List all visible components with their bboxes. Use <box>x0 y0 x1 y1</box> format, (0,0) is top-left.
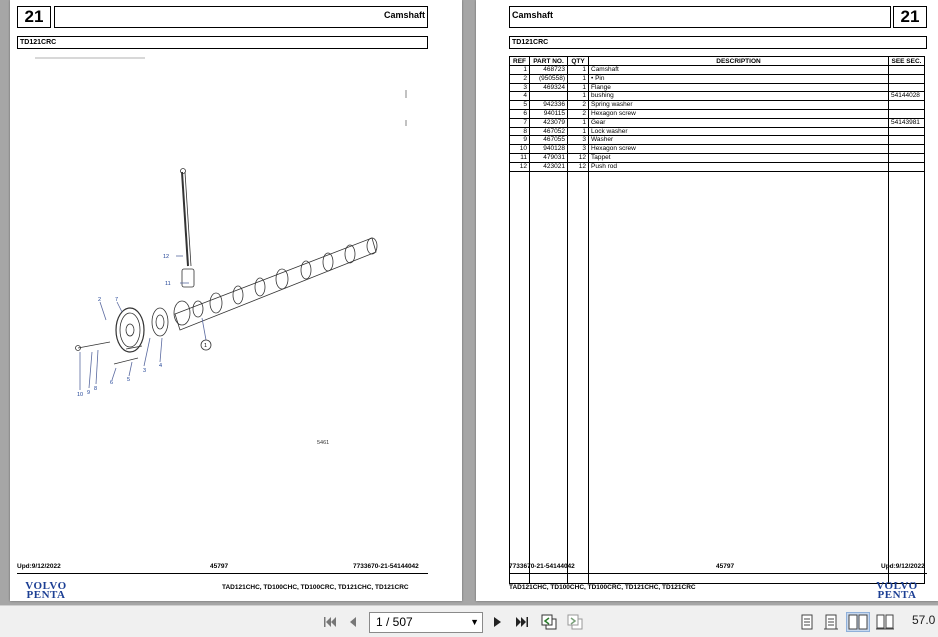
table-row <box>510 127 925 136</box>
header-title-box <box>54 6 428 28</box>
cell-ref: 5 <box>510 101 530 110</box>
cell-qty: 1 <box>568 83 589 92</box>
cell-see-sec <box>889 127 925 136</box>
cell-see-sec: 54143981 <box>889 118 925 127</box>
right-page <box>476 0 938 601</box>
cell-ref: 4 <box>510 92 530 101</box>
chevron-down-icon[interactable]: ▼ <box>470 617 479 627</box>
cell-see-sec <box>889 101 925 110</box>
cell-ref: 12 <box>510 162 530 171</box>
footer-models: TAD121CHC, TD100CHC, TD100CRC, TD121CHC, TD121CRC <box>509 584 696 591</box>
cell-part-no: (950558) <box>530 74 568 83</box>
cell-ref: 6 <box>510 109 530 118</box>
callout-6: 6 <box>110 380 114 386</box>
two-page-icon[interactable] <box>846 612 870 632</box>
footer-date: Upd:9/12/2022 <box>881 563 925 570</box>
page-title: Camshaft <box>383 10 425 20</box>
cell-part-no: 469324 <box>530 83 568 92</box>
callout-9: 9 <box>87 390 91 396</box>
last-page-icon[interactable] <box>514 612 530 632</box>
footer-models: TAD121CHC, TD100CHC, TD100CRC, TD121CHC, TD121CRC <box>222 584 409 591</box>
callout-2: 2 <box>98 297 102 303</box>
section-number: 21 <box>17 6 51 28</box>
callout-8: 8 <box>94 386 98 392</box>
previous-page-icon[interactable] <box>346 612 360 632</box>
callout-1: 1 <box>204 343 208 349</box>
cell-description: Hexagon screw <box>589 109 889 118</box>
cell-part-no: 423021 <box>530 162 568 171</box>
next-page-icon[interactable] <box>490 612 504 632</box>
first-page-icon[interactable] <box>322 612 338 632</box>
cell-part-no: 468723 <box>530 66 568 75</box>
callout-3: 3 <box>143 368 147 374</box>
cell-description: bushing <box>589 92 889 101</box>
cell-ref: 11 <box>510 153 530 162</box>
table-row <box>510 92 925 101</box>
model-label: TD121CRC <box>17 36 428 49</box>
cell-ref: 1 <box>510 66 530 75</box>
cell-part-no: 423079 <box>530 118 568 127</box>
cell-description: • Pin <box>589 74 889 83</box>
table-row <box>510 109 925 118</box>
callout-7: 7 <box>115 297 119 303</box>
table-row <box>510 74 925 83</box>
callout-4: 4 <box>159 363 163 369</box>
camshaft-exploded-drawing <box>10 50 462 510</box>
cell-description: Camshaft <box>589 66 889 75</box>
volvo-penta-logo: VOLVO PENTA <box>25 580 67 601</box>
drawing-number: 5461 <box>317 440 330 446</box>
cell-ref: 9 <box>510 136 530 145</box>
cell-qty: 1 <box>568 66 589 75</box>
cell-see-sec <box>889 136 925 145</box>
viewer-toolbar <box>0 605 938 637</box>
cell-ref: 7 <box>510 118 530 127</box>
callout-10: 10 <box>77 392 84 398</box>
single-page-icon[interactable] <box>800 612 814 632</box>
table-row <box>510 66 925 75</box>
cell-description: Hexagon screw <box>589 145 889 154</box>
cell-part-no: 467055 <box>530 136 568 145</box>
table-row <box>510 136 925 145</box>
cell-see-sec <box>889 66 925 75</box>
cell-see-sec <box>889 109 925 118</box>
cell-qty: 12 <box>568 153 589 162</box>
cell-part-no: 479031 <box>530 153 568 162</box>
cell-qty: 1 <box>568 118 589 127</box>
model-label: TD121CRC <box>509 36 927 49</box>
volvo-penta-logo: VOLVO PENTA <box>876 580 918 601</box>
cell-description: Washer <box>589 136 889 145</box>
cell-ref: 3 <box>510 83 530 92</box>
go-back-icon[interactable] <box>540 612 558 632</box>
cell-see-sec <box>889 162 925 171</box>
two-page-continuous-icon[interactable] <box>876 612 894 632</box>
page-number-input[interactable] <box>369 612 483 633</box>
cell-qty: 2 <box>568 109 589 118</box>
col-part-no: PART NO. <box>530 57 568 66</box>
table-row <box>510 162 925 171</box>
col-qty: QTY <box>568 57 589 66</box>
footer-doc-number: 7733670-21-54144042 <box>353 563 419 570</box>
cell-ref: 8 <box>510 127 530 136</box>
cell-part-no: 467052 <box>530 127 568 136</box>
footer-code: 45797 <box>210 563 229 570</box>
cell-part-no <box>530 92 568 101</box>
table-row <box>510 101 925 110</box>
callout-5: 5 <box>127 377 131 383</box>
cell-qty: 2 <box>568 101 589 110</box>
cell-see-sec <box>889 145 925 154</box>
parts-table <box>509 56 925 584</box>
section-number: 21 <box>893 6 927 28</box>
cell-qty: 3 <box>568 145 589 154</box>
cell-see-sec <box>889 74 925 83</box>
cell-part-no: 942336 <box>530 101 568 110</box>
table-blank-area <box>510 171 925 583</box>
header-title-box <box>509 6 891 28</box>
page-title: Camshaft <box>512 10 554 20</box>
cell-description: Spring washer <box>589 101 889 110</box>
callout-12: 12 <box>163 254 170 260</box>
page-indicator: 1 / 507 <box>376 615 413 629</box>
cell-see-sec: 54144028 <box>889 92 925 101</box>
cell-ref: 2 <box>510 74 530 83</box>
left-page <box>10 0 462 601</box>
cell-description: Push rod <box>589 162 889 171</box>
footer-doc-number: 7733670-21-54144042 <box>509 563 575 570</box>
footer-code: 45797 <box>716 563 735 570</box>
cell-description: Tappet <box>589 153 889 162</box>
cell-part-no: 940115 <box>530 109 568 118</box>
go-forward-icon[interactable] <box>566 612 584 632</box>
zoom-level[interactable]: 57.0 <box>912 613 936 627</box>
table-row <box>510 145 925 154</box>
cell-description: Flange <box>589 83 889 92</box>
cell-qty: 1 <box>568 92 589 101</box>
cell-description: Gear <box>589 118 889 127</box>
callout-11: 11 <box>165 281 171 287</box>
cell-qty: 3 <box>568 136 589 145</box>
cell-qty: 1 <box>568 74 589 83</box>
col-ref: REF <box>510 57 530 66</box>
table-header-row <box>510 57 925 66</box>
continuous-page-icon[interactable] <box>823 612 839 632</box>
cell-ref: 10 <box>510 145 530 154</box>
table-row <box>510 83 925 92</box>
cell-qty: 1 <box>568 127 589 136</box>
footer-divider <box>17 573 428 574</box>
col-see-sec: SEE SEC. <box>889 57 925 66</box>
cell-part-no: 940128 <box>530 145 568 154</box>
cell-see-sec <box>889 153 925 162</box>
cell-qty: 12 <box>568 162 589 171</box>
footer-divider <box>509 573 927 574</box>
cell-description: Lock washer <box>589 127 889 136</box>
footer-date: Upd:9/12/2022 <box>17 563 61 570</box>
table-row <box>510 118 925 127</box>
table-row <box>510 153 925 162</box>
col-description: DESCRIPTION <box>589 57 889 66</box>
cell-see-sec <box>889 83 925 92</box>
